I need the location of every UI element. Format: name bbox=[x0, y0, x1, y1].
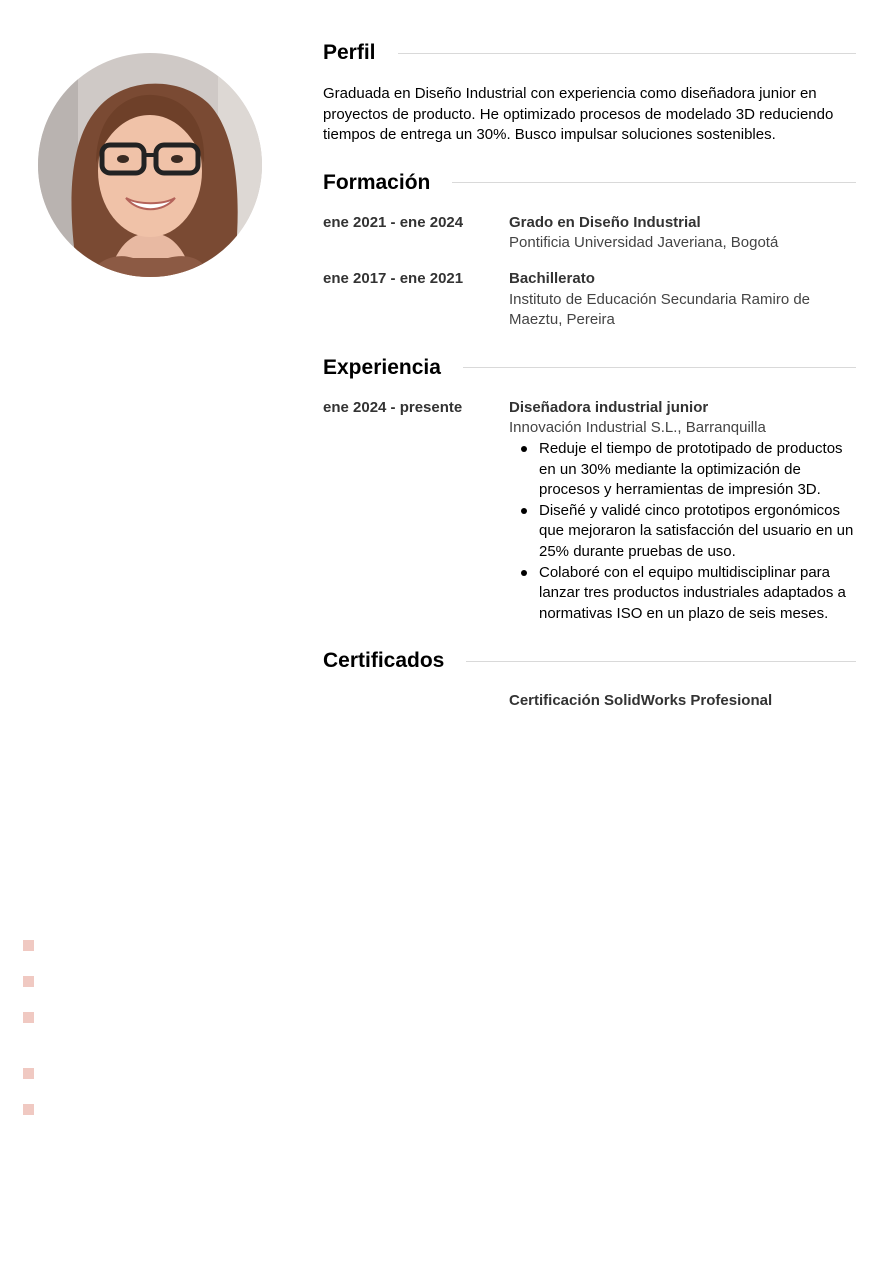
achievement-item: Colaboré con el equipo multidisciplinar para lanzar tres productos industriales adaptados a normativas ISO en un plazo de seis meses. bbox=[539, 563, 856, 625]
education-institution: Instituto de Educación Secundaria Ramiro de Maeztu, Pereira bbox=[509, 290, 811, 329]
decorative-square bbox=[23, 976, 34, 987]
job-title: Diseñadora industrial junior bbox=[509, 398, 709, 416]
profile-photo-illustration bbox=[38, 53, 262, 277]
profile-photo bbox=[38, 53, 262, 277]
decorative-square bbox=[23, 940, 34, 951]
certificate-details bbox=[509, 691, 856, 712]
education-institution: Pontificia Universidad Javeriana, Bogotá bbox=[509, 234, 779, 252]
certificate-title: Certificación SolidWorks Profesional bbox=[509, 692, 773, 710]
achievement-item: Diseñé y validé cinco prototipos ergonómicos que mejoraron la satisfacción del usuario en un 25% durante pruebas de uso. bbox=[539, 501, 856, 563]
education-entry bbox=[323, 269, 856, 331]
certificates-section-header bbox=[323, 646, 856, 676]
section-divider bbox=[398, 53, 856, 54]
education-date: ene 2017 - ene 2021 bbox=[323, 269, 464, 287]
company-name: Innovación Industrial S.L., Barranquilla bbox=[509, 419, 766, 437]
section-divider bbox=[466, 661, 856, 662]
achievement-item: Reduje el tiempo de prototipado de productos en un 30% mediante la optimización de procesos y herramientas de impresión 3D. bbox=[539, 439, 856, 501]
education-degree: Grado en Diseño Industrial bbox=[509, 213, 701, 231]
experience-entry bbox=[323, 398, 856, 625]
experience-details bbox=[509, 398, 856, 625]
education-heading: Formación bbox=[323, 170, 431, 194]
decorative-square bbox=[23, 1104, 34, 1115]
education-degree: Bachillerato bbox=[509, 269, 595, 287]
education-details bbox=[509, 213, 856, 254]
achievement-list bbox=[509, 439, 856, 624]
decorative-square bbox=[23, 1068, 34, 1079]
experience-date: ene 2024 - presente bbox=[323, 398, 463, 416]
decorative-square bbox=[23, 1012, 34, 1023]
profile-heading: Perfil bbox=[323, 41, 376, 64]
section-divider bbox=[463, 367, 856, 368]
resume-main bbox=[323, 38, 856, 712]
certificate-date bbox=[323, 691, 509, 712]
education-date: ene 2021 - ene 2024 bbox=[323, 213, 464, 231]
section-divider bbox=[452, 182, 856, 183]
education-section-header bbox=[323, 168, 856, 198]
experience-heading: Experiencia bbox=[323, 355, 441, 379]
profile-section-header bbox=[323, 38, 856, 68]
education-entry bbox=[323, 213, 856, 254]
experience-section-header bbox=[323, 353, 856, 383]
profile-text: Graduada en Diseño Industrial con experiencia como diseñadora junior en proyectos de producto. He optimizado procesos de modelado 3D reduciendo tiempos de entrega un 30%. Busco impulsar soluciones sostenibles. bbox=[323, 85, 834, 144]
education-details bbox=[509, 269, 856, 331]
certificates-heading: Certificados bbox=[323, 649, 445, 673]
certificate-entry bbox=[323, 691, 856, 712]
